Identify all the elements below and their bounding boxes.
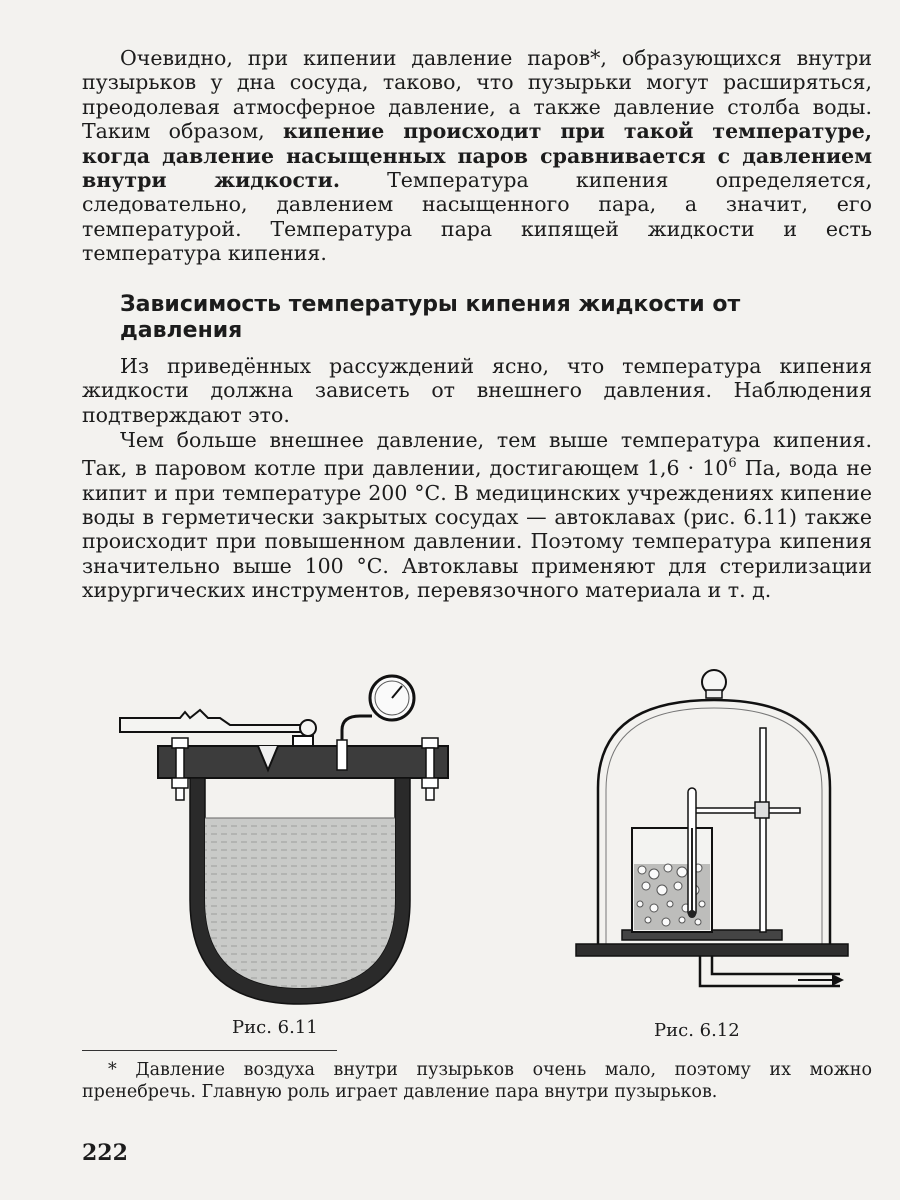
paragraph-dependence: Из приведённых рассуждений ясно, что температура кипения жидкости должна зависеть от внешнего давления. Наблюдения подтверждают это. — [82, 354, 872, 427]
paragraph-boiling-pressure — [82, 46, 872, 266]
bell-jar-figure — [570, 668, 860, 998]
safety-valve-lever-icon — [120, 710, 316, 748]
paragraph-autoclave — [82, 428, 872, 603]
beaker-with-boiling-water-icon — [632, 828, 712, 932]
paragraph1-text-a: Очевидно, при кипении давление паров*, образующихся внутри пузырьков у дна сосуда, таково, что пузырьки могут расширяться, преодолевая атмосферное давление, а также давление столба воды. Таким образом, — [82, 46, 872, 144]
paragraph1-text-b: Температура кипения определяется, следовательно, давлением насыщенного пара, а значит, его температурой. Температура пара кипящей жидкости и есть температура кипения. — [82, 168, 872, 266]
figure-6-11-caption: Рис. 6.11 — [232, 1017, 318, 1038]
paragraph1-bold-statement: кипение происходит при такой температуре, когда давление насыщенных паров сравнивается с давлением внутри жидкости. — [82, 119, 872, 193]
autoclave-figure — [110, 670, 460, 1010]
footnote-divider — [82, 1050, 337, 1051]
autoclave-lid — [158, 746, 448, 778]
water-in-autoclave — [205, 818, 395, 988]
thermometer-icon — [688, 788, 696, 918]
paragraph3-exponent: 6 — [728, 456, 737, 472]
pump-pipe — [700, 956, 840, 986]
figure-6-12-caption: Рис. 6.12 — [654, 1020, 740, 1041]
paragraph3-text-a: Чем больше внешнее давление, тем выше температура кипения. Так, в паровом котле при давлении, достигающем 1,6 · 10 — [82, 428, 872, 481]
page-number: 222 — [82, 1140, 128, 1166]
paragraph3-text-b: Па, вода не кипит и при температуре 200 °С. В медицинских учреждениях кипение воды в герметически закрытых сосудах — автоклавах (рис. 6.11) также происходит при повышенном давлении. Поэтому температура кипения значительно выше 100 °С. Автоклавы применяют для стерилизации хирургических инструментов, перевязочного материала и т. д. — [82, 456, 873, 603]
airflow-arrow-icon — [798, 974, 844, 986]
section-heading: Зависимость температуры кипения жидкости от давления — [120, 292, 741, 343]
footnote: * Давление воздуха внутри пузырьков очень мало, поэтому их можно пренебречь. Главную роль играет давление пара внутри пузырьков. — [82, 1060, 872, 1102]
base-plate — [576, 944, 848, 956]
